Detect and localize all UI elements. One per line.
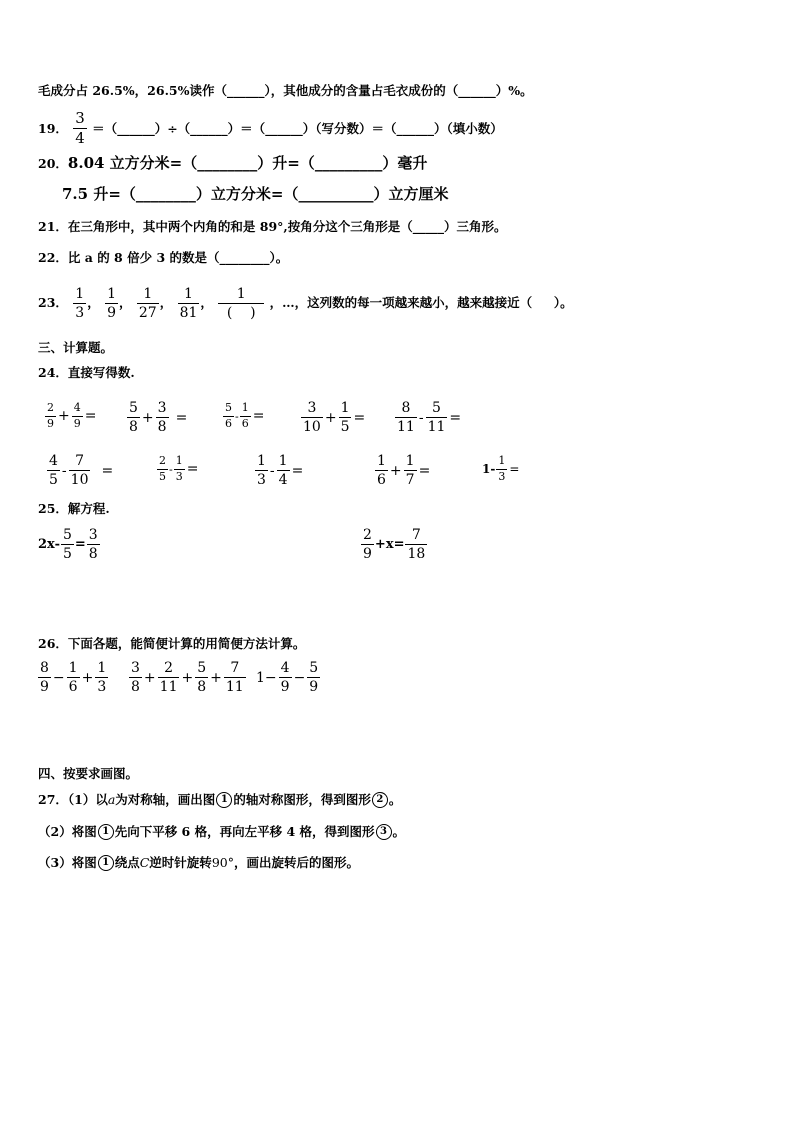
text: 逆时针旋转 bbox=[149, 854, 212, 870]
text: ，画出旋转后的图形。 bbox=[233, 854, 359, 870]
text: 27．（1）以 bbox=[38, 791, 108, 807]
numerator: 5 bbox=[129, 400, 138, 416]
denominator: 6 bbox=[377, 472, 386, 489]
q18-text-b: ），其他成分的含量占毛衣成份的（ bbox=[264, 83, 459, 98]
operator: - bbox=[418, 409, 424, 426]
angle: 90° bbox=[211, 854, 234, 870]
question-19 bbox=[38, 110, 503, 148]
q19-fraction bbox=[73, 110, 87, 148]
q20a-blank-2[interactable]: _________ bbox=[314, 154, 383, 172]
q23-number: 23． bbox=[38, 295, 68, 311]
fraction bbox=[127, 400, 140, 435]
q20-number: 20． bbox=[38, 156, 68, 171]
point-variable: C bbox=[139, 854, 150, 870]
numerator: 1 bbox=[405, 453, 415, 469]
operator: − bbox=[293, 669, 306, 686]
operator: + bbox=[389, 462, 402, 479]
operator: + bbox=[143, 669, 156, 686]
fraction bbox=[240, 402, 251, 430]
q20b-blank-1[interactable]: ________ bbox=[135, 185, 196, 203]
fraction bbox=[87, 527, 100, 562]
fraction bbox=[279, 660, 292, 695]
denominator: 18 bbox=[407, 546, 426, 563]
q26-expression-1 bbox=[37, 660, 109, 695]
denominator: 9 bbox=[309, 679, 319, 696]
denominator: 5 bbox=[62, 546, 72, 563]
q23-blank[interactable] bbox=[532, 297, 554, 310]
denominator: 81 bbox=[179, 305, 198, 322]
equals: = bbox=[509, 462, 520, 477]
numerator: 2 bbox=[164, 660, 174, 676]
q22-blank[interactable]: ________ bbox=[219, 250, 270, 265]
q24-exercise-2-2 bbox=[156, 455, 199, 483]
q24-exercise-2-5 bbox=[482, 455, 520, 483]
numerator: 1 bbox=[340, 400, 350, 416]
question-22 bbox=[38, 252, 288, 265]
q18-blank-1[interactable]: ______ bbox=[227, 83, 265, 98]
fraction bbox=[156, 400, 169, 435]
q27-part-1 bbox=[38, 792, 401, 808]
denominator: 8 bbox=[88, 546, 98, 563]
numerator: 3 bbox=[131, 660, 140, 676]
q23-frac-2 bbox=[105, 286, 118, 321]
q20b-t1: 7.5 升=（ bbox=[62, 185, 136, 203]
question-21 bbox=[38, 221, 507, 234]
text: 。 bbox=[388, 791, 402, 807]
equals: = bbox=[418, 462, 431, 479]
q18-blank-2[interactable]: ______ bbox=[458, 83, 496, 98]
figure-1-marker: 1 bbox=[98, 824, 114, 840]
equals: = bbox=[186, 461, 199, 478]
denominator: 11 bbox=[225, 679, 244, 696]
fraction bbox=[47, 453, 60, 488]
fraction bbox=[61, 527, 74, 562]
numerator: 1 bbox=[107, 286, 116, 302]
numerator: 3 bbox=[88, 527, 98, 543]
prefix: 1- bbox=[482, 462, 496, 477]
numerator: 5 bbox=[62, 527, 72, 543]
numerator: 1 bbox=[143, 286, 153, 302]
numerator: 1 bbox=[377, 453, 386, 469]
q24-exercise-1-4 bbox=[300, 400, 366, 435]
q27-part-2 bbox=[38, 824, 405, 840]
fraction bbox=[307, 660, 320, 695]
denominator: 11 bbox=[159, 679, 178, 696]
q19-p5: ）（填小数） bbox=[433, 120, 503, 136]
operator: + bbox=[210, 669, 222, 686]
denominator: 8 bbox=[129, 419, 138, 436]
q23-sep: ， bbox=[118, 295, 132, 311]
numerator: 1 bbox=[278, 453, 288, 469]
fraction bbox=[129, 660, 142, 695]
q19-blank-4[interactable]: ______ bbox=[396, 120, 434, 136]
q26-expression-3 bbox=[255, 660, 321, 695]
fraction bbox=[361, 527, 374, 562]
prefix: 2x- bbox=[38, 537, 60, 553]
q18-text-c: ）%。 bbox=[495, 83, 533, 98]
middle: +x= bbox=[374, 537, 405, 553]
numerator: 1 bbox=[236, 286, 246, 302]
operator: + bbox=[324, 409, 337, 426]
denominator: 9 bbox=[280, 679, 290, 696]
denominator: 9 bbox=[73, 416, 81, 430]
q25-equation-2 bbox=[360, 527, 428, 562]
denominator: 9 bbox=[40, 679, 49, 696]
numerator: 2 bbox=[47, 401, 54, 414]
question-20-line-2 bbox=[62, 187, 448, 202]
equals: = bbox=[74, 537, 86, 553]
q20b-t3: ）立方厘米 bbox=[373, 185, 449, 203]
q19-blank-1[interactable]: ______ bbox=[117, 120, 155, 136]
operator: + bbox=[181, 669, 194, 686]
numerator: 1 bbox=[75, 286, 85, 302]
q22-number: 22． bbox=[38, 250, 68, 265]
equals: = bbox=[291, 462, 304, 479]
numerator: 3 bbox=[75, 109, 85, 127]
denominator: 6 bbox=[68, 679, 78, 696]
q24-exercise-2-4 bbox=[374, 453, 431, 488]
figure-2-marker: 2 bbox=[372, 792, 388, 808]
equals: = bbox=[84, 408, 97, 425]
q23-frac-3 bbox=[137, 286, 159, 321]
q24-exercise-2-1 bbox=[46, 453, 114, 488]
numerator: 8 bbox=[401, 400, 411, 416]
q20b-blank-2[interactable]: __________ bbox=[298, 185, 374, 203]
q23-frac-blank[interactable] bbox=[218, 286, 264, 321]
numerator: 4 bbox=[280, 660, 290, 676]
numerator: 2 bbox=[363, 527, 372, 543]
equals: = bbox=[353, 409, 366, 426]
numerator: 3 bbox=[307, 400, 317, 416]
numerator: 1 bbox=[257, 453, 266, 469]
q20a-blank-1[interactable]: ________ bbox=[197, 154, 258, 172]
denominator: 6 bbox=[225, 416, 232, 430]
q23-end: ）。 bbox=[553, 295, 573, 311]
q22-end: ）。 bbox=[269, 250, 289, 265]
numerator: 1 bbox=[97, 660, 107, 676]
equals: = bbox=[101, 462, 114, 479]
q20b-t2: ）立方分米=（ bbox=[195, 185, 299, 203]
denominator-blank[interactable]: ( ) bbox=[218, 303, 264, 321]
denominator: 5 bbox=[49, 472, 58, 489]
q25-equation-1 bbox=[38, 527, 101, 562]
operator: + bbox=[81, 669, 94, 686]
line-q18-tail bbox=[38, 85, 533, 98]
equals: = bbox=[449, 409, 462, 426]
fraction bbox=[223, 402, 234, 430]
text: 为对称轴，画出图 bbox=[115, 791, 216, 807]
q23-frac-4 bbox=[178, 286, 200, 321]
q20a-t1: 8.04 立方分米=（ bbox=[67, 154, 198, 172]
fraction bbox=[395, 400, 417, 435]
numerator: 5 bbox=[432, 400, 441, 416]
q20a-t2: ）升=（ bbox=[257, 154, 315, 172]
fraction bbox=[38, 660, 51, 695]
q23-sep: ， bbox=[159, 295, 173, 311]
numerator: 8 bbox=[40, 660, 49, 676]
fraction bbox=[95, 660, 108, 695]
denominator: 4 bbox=[278, 472, 288, 489]
figure-1-marker: 1 bbox=[98, 855, 114, 871]
denominator: 10 bbox=[70, 472, 89, 489]
denominator: 6 bbox=[241, 416, 249, 430]
question-23 bbox=[38, 286, 573, 321]
q23-sep: ， bbox=[87, 295, 100, 311]
q18-text-a: 毛成分占 26.5%，26.5%读作（ bbox=[38, 83, 227, 98]
equals: = bbox=[175, 409, 188, 426]
numerator: 1 bbox=[184, 286, 193, 302]
denominator: 9 bbox=[363, 546, 372, 563]
numerator: 7 bbox=[411, 527, 421, 543]
denominator: 5 bbox=[159, 469, 166, 483]
denominator: 11 bbox=[397, 419, 415, 436]
text: 先向下平移 6 格，再向左平移 4 格，得到图形 bbox=[114, 823, 375, 839]
q23-tail: ，…，这列数的每一项越来越小，越来越接近（ bbox=[269, 295, 533, 311]
section-3-heading: 三、计算题。 bbox=[38, 340, 114, 355]
prefix: 1− bbox=[256, 669, 277, 686]
q19-number: 19． bbox=[38, 120, 68, 136]
fraction bbox=[157, 455, 168, 483]
denominator: 3 bbox=[97, 679, 107, 696]
numerator: 1 bbox=[241, 401, 249, 414]
operator: − bbox=[52, 669, 65, 686]
q19-p2: ）÷（ bbox=[154, 120, 191, 136]
fraction bbox=[195, 660, 208, 695]
fraction bbox=[404, 453, 417, 488]
fraction bbox=[45, 402, 56, 430]
text: 的轴对称图形，得到图形 bbox=[233, 791, 371, 807]
q19-blank-2[interactable]: ______ bbox=[190, 120, 228, 136]
numerator: 2 bbox=[159, 454, 166, 467]
fraction bbox=[224, 660, 246, 695]
operator: + bbox=[58, 408, 70, 425]
q21-number: 21． bbox=[38, 219, 68, 234]
numerator: 5 bbox=[309, 660, 319, 676]
equals: = bbox=[252, 408, 265, 425]
denominator: 10 bbox=[303, 419, 321, 436]
denominator: 4 bbox=[75, 129, 85, 148]
numerator: 4 bbox=[73, 401, 81, 414]
text: （3）将图 bbox=[38, 854, 97, 870]
fraction bbox=[496, 455, 507, 483]
denominator: 3 bbox=[257, 472, 266, 489]
q21-end: ）三角形。 bbox=[444, 219, 507, 234]
denominator: 9 bbox=[107, 305, 116, 322]
fraction bbox=[405, 527, 427, 562]
fraction bbox=[375, 453, 388, 488]
q21-text: 在三角形中，其中两个内角的和是 89°,按角分这个三角形是（ bbox=[67, 219, 413, 234]
denominator: 7 bbox=[405, 472, 415, 489]
denominator: 11 bbox=[427, 419, 446, 436]
numerator: 1 bbox=[498, 454, 506, 467]
q20a-t3: ）毫升 bbox=[382, 154, 428, 172]
q24-exercise-1-5 bbox=[394, 400, 462, 435]
text: 绕点 bbox=[114, 854, 140, 870]
denominator: 3 bbox=[175, 469, 183, 483]
denominator: 8 bbox=[157, 419, 167, 436]
figure-3-marker: 3 bbox=[376, 824, 392, 840]
q24-exercise-1-1 bbox=[44, 402, 97, 430]
fraction bbox=[255, 453, 268, 488]
denominator: 3 bbox=[75, 305, 85, 322]
numerator: 1 bbox=[175, 454, 183, 467]
figure-1-marker: 1 bbox=[216, 792, 232, 808]
q19-p1: ＝（ bbox=[92, 120, 118, 136]
fraction bbox=[277, 453, 290, 488]
q19-p4: ）（写分数）＝（ bbox=[302, 120, 397, 136]
axis-variable: a bbox=[107, 791, 116, 807]
operator: - bbox=[235, 409, 239, 423]
fraction bbox=[339, 400, 352, 435]
q21-blank[interactable]: _____ bbox=[412, 219, 445, 234]
denominator: 8 bbox=[131, 679, 140, 696]
question-20-line-1 bbox=[38, 156, 427, 171]
text: 。 bbox=[392, 823, 406, 839]
fraction bbox=[426, 400, 448, 435]
q27-part-3 bbox=[38, 855, 359, 871]
numerator: 7 bbox=[230, 660, 240, 676]
q26-title: 26．下面各题，能简便计算的用简便方法计算。 bbox=[38, 636, 306, 651]
numerator: 1 bbox=[68, 660, 78, 676]
numerator: 7 bbox=[75, 453, 85, 469]
q26-expression-2 bbox=[128, 660, 247, 695]
denominator: 3 bbox=[498, 469, 506, 483]
fraction bbox=[69, 453, 91, 488]
denominator: 9 bbox=[47, 416, 54, 430]
operator: - bbox=[61, 462, 67, 479]
numerator: 3 bbox=[157, 400, 167, 416]
q25-title: 25．解方程. bbox=[38, 501, 110, 516]
q23-frac-1 bbox=[73, 286, 86, 321]
fraction bbox=[174, 455, 185, 483]
q24-exercise-1-2 bbox=[126, 400, 188, 435]
operator: - bbox=[169, 462, 173, 476]
operator: - bbox=[269, 462, 275, 479]
denominator: 27 bbox=[138, 305, 157, 322]
text: （2）将图 bbox=[38, 823, 97, 839]
fraction bbox=[158, 660, 180, 695]
fraction bbox=[72, 402, 83, 430]
numerator: 4 bbox=[49, 453, 58, 469]
denominator: 8 bbox=[197, 679, 207, 696]
denominator: 5 bbox=[340, 419, 350, 436]
numerator: 5 bbox=[197, 660, 207, 676]
q24-exercise-2-3 bbox=[254, 453, 304, 488]
numerator: 5 bbox=[225, 401, 232, 414]
q19-blank-3[interactable]: ______ bbox=[265, 120, 303, 136]
fraction bbox=[301, 400, 323, 435]
section-4-heading: 四、按要求画图。 bbox=[38, 766, 139, 781]
q23-sep: ， bbox=[200, 295, 213, 311]
q22-text: 比 a 的 8 倍少 3 的数是（ bbox=[67, 250, 220, 265]
operator: + bbox=[141, 409, 154, 426]
q24-exercise-1-3 bbox=[222, 402, 265, 430]
q24-title: 24．直接写得数. bbox=[38, 365, 135, 380]
q19-p3: ）＝（ bbox=[227, 120, 266, 136]
fraction bbox=[67, 660, 80, 695]
